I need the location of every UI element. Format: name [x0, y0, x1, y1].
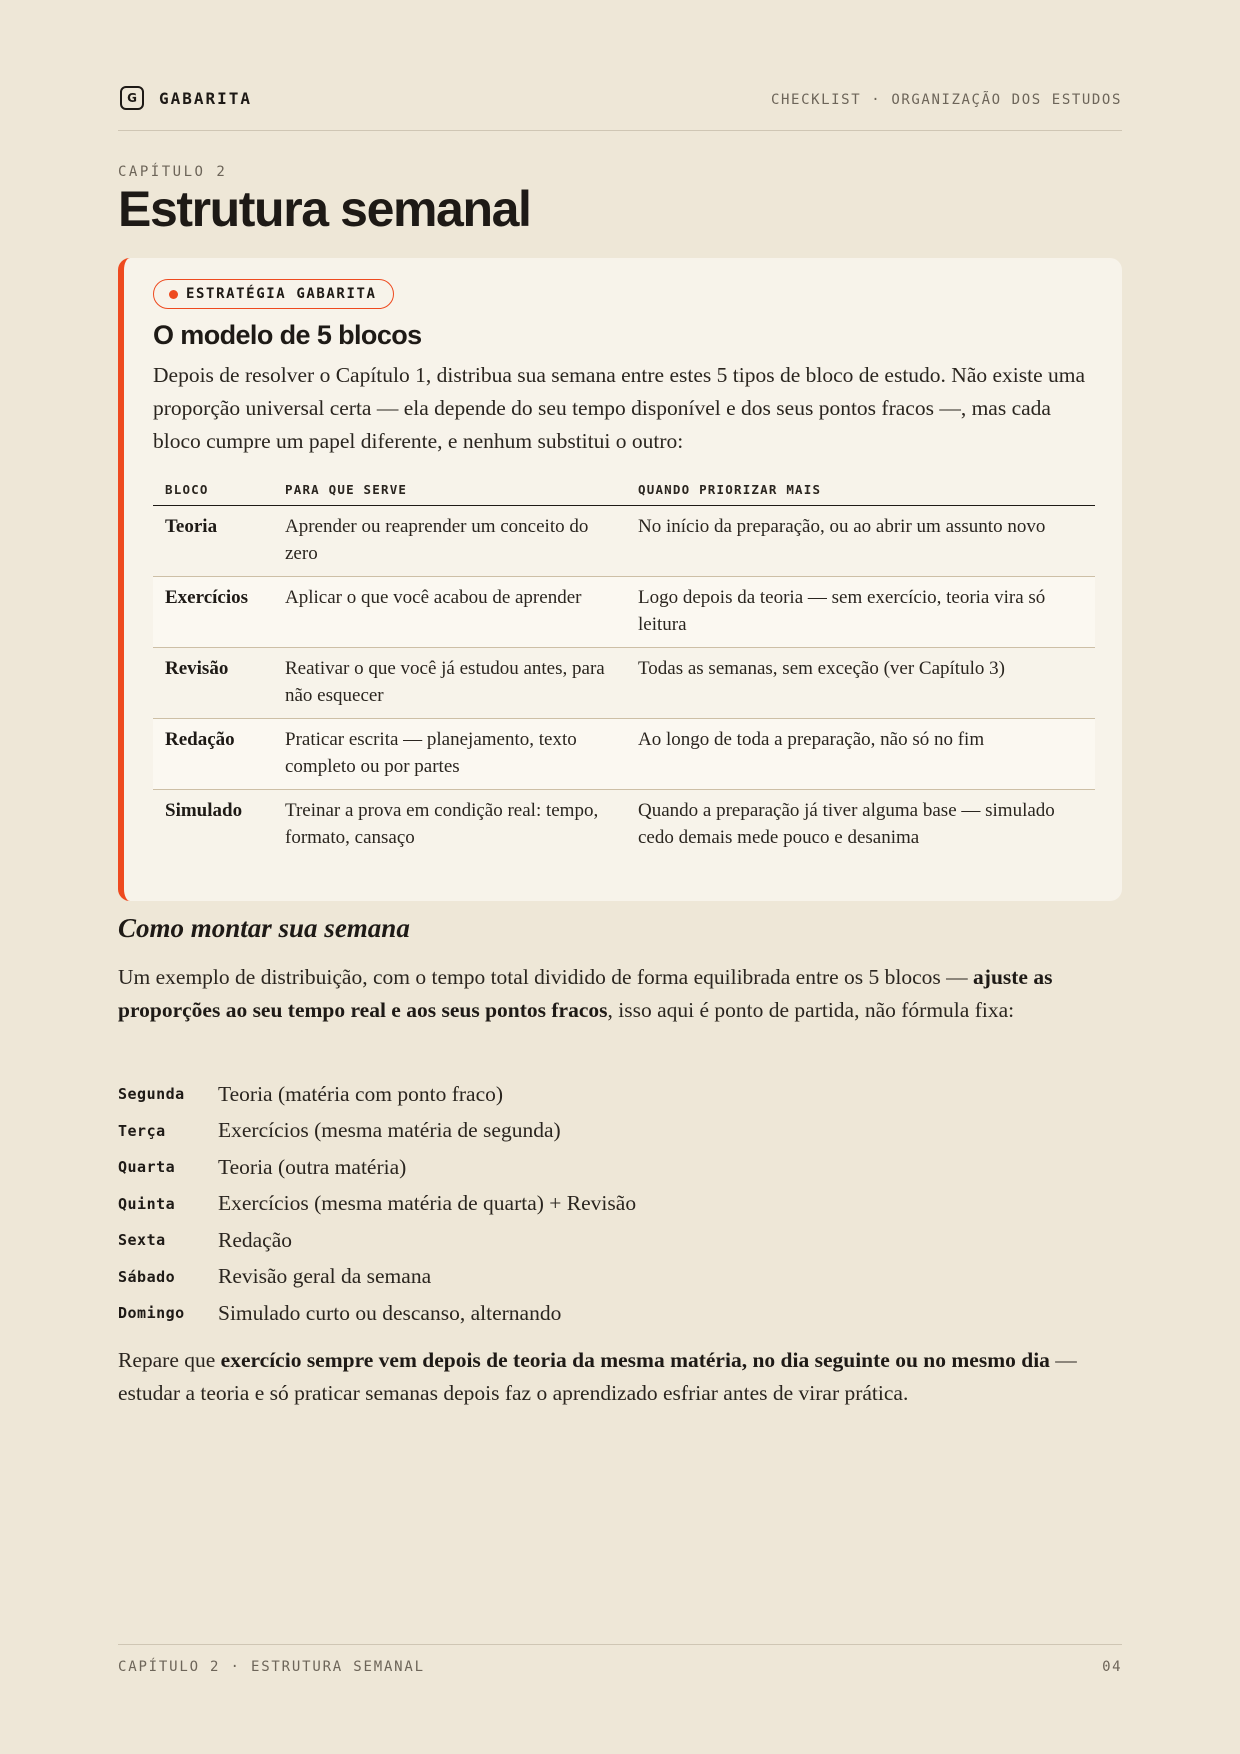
table-cell-purpose: Aplicar o que você acabou de aprender — [273, 577, 626, 648]
outro-emphasis: exercício sempre vem depois de teoria da mesma matéria, no dia seguinte ou no mesmo dia — [220, 1348, 1050, 1372]
day-activity: Teoria (outra matéria) — [218, 1154, 407, 1179]
table-cell-purpose: Treinar a prova em condição real: tempo, formato, cansaço — [285, 800, 599, 848]
day-activity: Exercícios (mesma matéria de quarta) + Revisão — [218, 1191, 637, 1216]
strategy-tag-label: ESTRATÉGIA GABARITA — [186, 286, 377, 302]
page-header — [118, 84, 1122, 131]
intro-text-end: , isso aqui é ponto de partida, não fórmula fixa: — [607, 998, 1015, 1022]
outro-text: Repare que — [118, 1348, 221, 1372]
table-row — [153, 577, 1095, 648]
table-row — [153, 648, 1095, 719]
chapter-title: Estrutura semanal — [118, 181, 531, 237]
list-item — [118, 1295, 1122, 1332]
column-header-para-que-serve: PARA QUE SERVE — [273, 482, 626, 506]
table-cell-when: Quando a preparação já tiver alguma base — simulado cedo demais mede pouco e desanima — [638, 800, 1055, 848]
blocks-table — [153, 482, 1095, 860]
section-outro — [118, 1344, 1122, 1410]
table-cell-purpose: Praticar escrita — planejamento, texto completo ou por partes — [273, 719, 626, 790]
table-header-row — [153, 482, 1095, 506]
page-footer — [118, 1644, 1122, 1675]
strategy-tag — [153, 279, 394, 309]
table-row — [153, 506, 1095, 577]
footer-chapter-label: CAPÍTULO 2 · ESTRUTURA SEMANAL — [118, 1659, 425, 1675]
page — [118, 0, 1122, 1754]
table-row — [153, 719, 1095, 790]
outro-text-end: — estudar a teoria e só praticar semanas depois faz o aprendizado esfriar antes de virar prática. — [118, 1348, 1077, 1405]
column-header-quando-priorizar: QUANDO PRIORIZAR MAIS — [626, 482, 1095, 506]
table-cell-bloco: Teoria — [153, 506, 273, 577]
page-number: 04 — [1102, 1659, 1122, 1675]
table-row — [153, 790, 1095, 861]
table-cell-purpose: Aprender ou reaprender um conceito do zero — [273, 506, 626, 577]
day-activity: Redação — [218, 1227, 293, 1252]
table-cell-purpose: Reativar o que você já estudou antes, para não esquecer — [273, 648, 626, 719]
day-label: Segunda — [118, 1085, 185, 1104]
day-activity: Teoria (matéria com ponto fraco) — [218, 1081, 504, 1106]
day-label: Quinta — [118, 1194, 176, 1213]
chapter-eyebrow: CAPÍTULO 2 — [118, 164, 228, 180]
list-item — [118, 1186, 1122, 1223]
header-section-label: CHECKLIST · ORGANIZAÇÃO DOS ESTUDOS — [770, 92, 1122, 108]
table-cell-when: No início da preparação, ou ao abrir um assunto novo — [626, 506, 1095, 577]
dot-icon — [169, 290, 178, 299]
callout-body: Depois de resolver o Capítulo 1, distribua sua semana entre estes 5 tipos de bloco de estudo. Não existe uma proporção universal certa — ela depende do seu tempo disponível e dos seus pontos fracos —, mas cada bloco cumpre um papel diferente, e nenhum substitui o outro: — [153, 363, 1086, 453]
table-cell-when: Todas as semanas, sem exceção (ver Capítulo 3) — [626, 648, 1095, 719]
callout-title: O modelo de 5 blocos — [153, 320, 422, 350]
logo-icon: G — [120, 86, 144, 110]
list-item — [118, 1149, 1122, 1186]
day-label: Sexta — [118, 1231, 166, 1250]
section-intro — [118, 961, 1122, 1027]
list-item — [118, 1076, 1122, 1113]
brand — [120, 86, 252, 110]
brand-name: GABARITA — [159, 88, 253, 108]
day-label: Terça — [118, 1121, 166, 1140]
list-item — [118, 1113, 1122, 1150]
day-label: Domingo — [118, 1304, 185, 1323]
table-cell-bloco: Simulado — [165, 800, 243, 821]
intro-emphasis: ajuste as proporções ao seu tempo real e aos seus pontos fracos — [118, 965, 1053, 1022]
table-cell-when: Logo depois da teoria — sem exercício, teoria vira só leitura — [626, 577, 1095, 648]
column-header-bloco: BLOCO — [153, 482, 273, 506]
table-cell-when: Ao longo de toda a preparação, não só no fim — [626, 719, 1095, 790]
table-cell-bloco: Exercícios — [153, 577, 273, 648]
day-activity: Exercícios (mesma matéria de segunda) — [218, 1118, 561, 1143]
day-label: Quarta — [118, 1158, 176, 1177]
day-activity: Simulado curto ou descanso, alternando — [218, 1300, 562, 1325]
list-item — [118, 1259, 1122, 1296]
table-cell-bloco: Redação — [153, 719, 273, 790]
weekly-schedule — [118, 1076, 1122, 1332]
day-label: Sábado — [118, 1267, 176, 1286]
section-title: Como montar sua semana — [118, 913, 410, 943]
day-activity: Revisão geral da semana — [218, 1264, 432, 1289]
intro-text: Um exemplo de distribuição, com o tempo total dividido de forma equilibrada entre os 5 blocos — — [118, 965, 974, 989]
table-cell-bloco: Revisão — [153, 648, 273, 719]
list-item — [118, 1222, 1122, 1259]
strategy-callout — [118, 258, 1122, 901]
